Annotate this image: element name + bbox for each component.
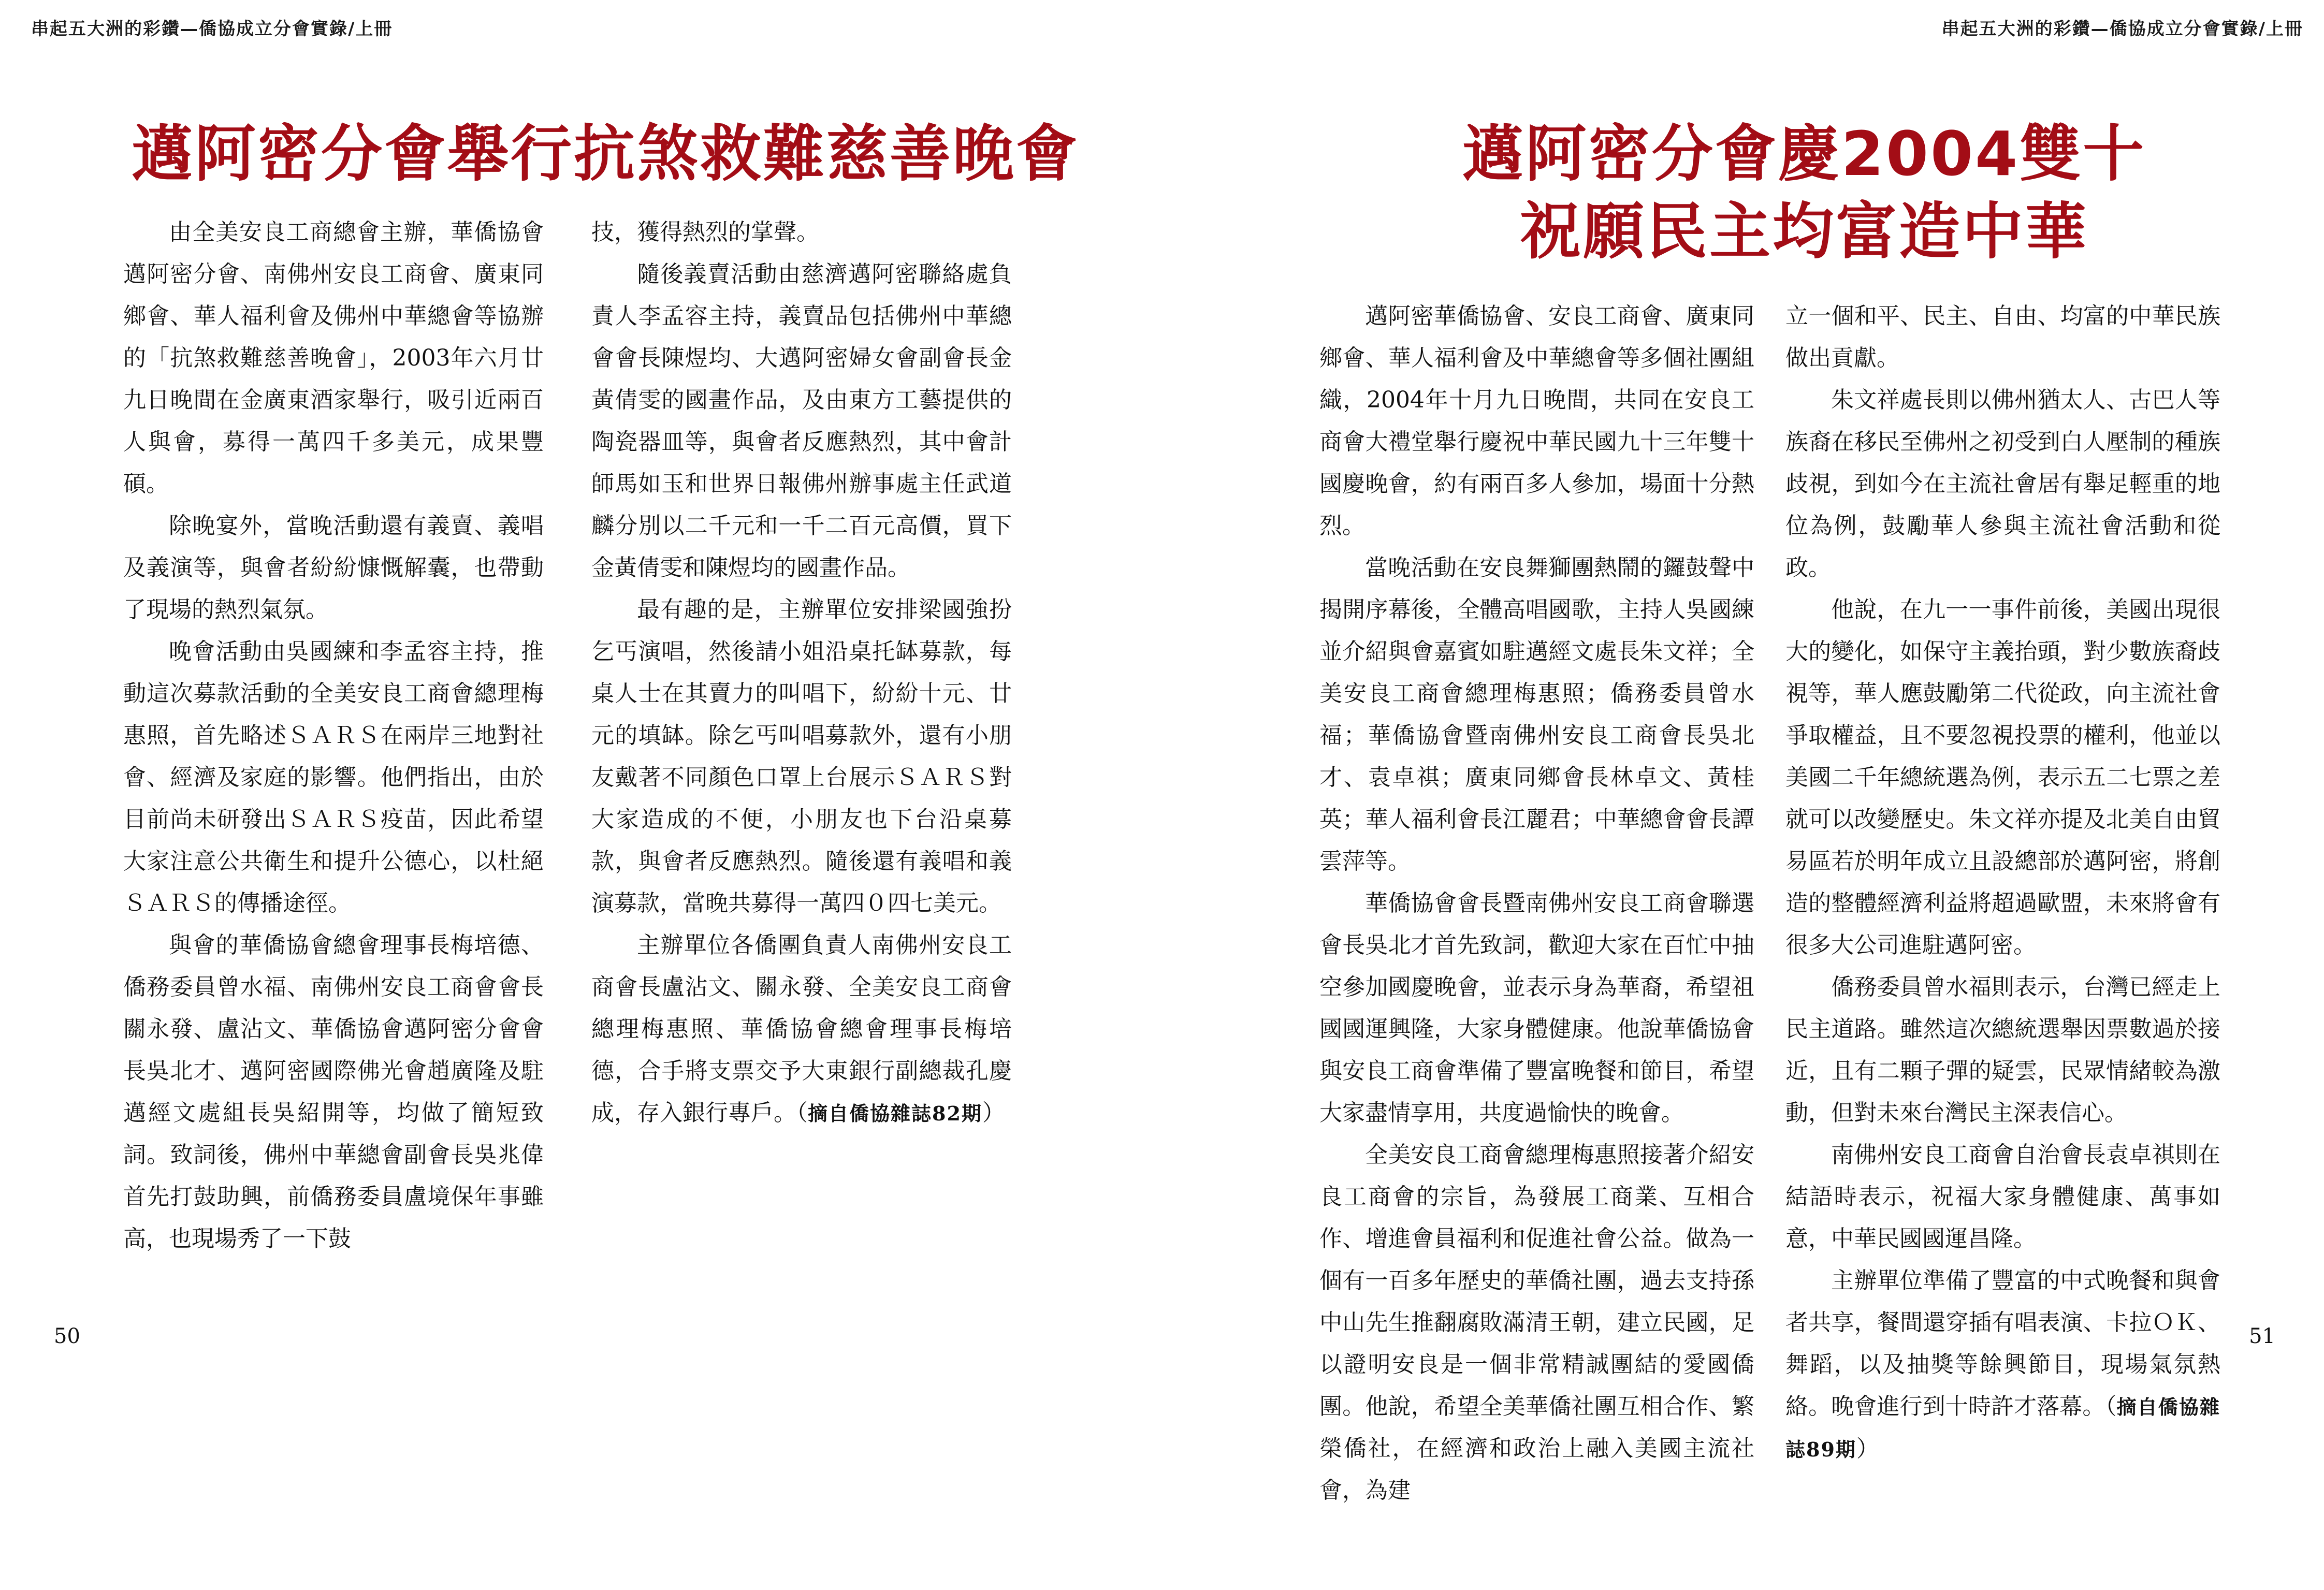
left-column-a — [123, 211, 544, 1260]
paragraph: 最有趣的是，主辦單位安排梁國強扮乞丐演唱，然後請小姐沿桌托缽募款，每桌人士在其賣力的叫唱下，紛紛十元、廿元的填缽。除乞丐叫唱募款外，還有小朋友戴著不同顏色口罩上台展示ＳＡＲＳ對大家造成的不便，小朋友也下台沿桌募款，與會者反應熱烈。隨後還有義唱和義演募款，當晚共募得一萬四０四七美元。 — [591, 596, 1012, 916]
paragraph: 除晚宴外，當晚活動還有義賣、義唱及義演等，與會者紛紛慷慨解囊，也帶動了現場的熱烈氣氛。 — [123, 513, 544, 623]
page-number-right: 51 — [2249, 1324, 2275, 1348]
right-column-b — [1785, 295, 2220, 1470]
paragraph: 全美安良工商會總理梅惠照接著介紹安良工商會的宗旨，為發展工商業、互相合作、增進會員福利和促進社會公益。做為一個有一百多年歷史的華僑社團，過去支持孫中山先生推翻腐敗滿清王朝，建立民國，足以證明安良是一個非常精誠團結的愛國僑團。他說，希望全美華僑社團互相合作、繁榮僑社，在經濟和政治上融入美國主流社會，為建 — [1319, 1142, 1754, 1504]
paragraph-continued: 立一個和平、民主、自由、均富的中華民族做出貢獻。 — [1785, 303, 2220, 371]
paragraph-text: 主辦單位各僑團負責人南佛州安良工商會長盧沾文、關永發、全美安良工商會總理梅惠照、華僑協會總會理事長梅培德，合手將支票交予大東銀行副總裁孔慶成，存入銀行專戶。（ — [591, 932, 1012, 1126]
source-close: ） — [982, 1100, 1005, 1126]
running-header-left: 串起五大洲的彩鑽—僑協成立分會實錄/上冊 — [31, 19, 393, 39]
paragraph: 由全美安良工商總會主辦，華僑協會邁阿密分會、南佛州安良工商會、廣東同鄉會、華人福利會及佛州中華總會等協辦的「抗煞救難慈善晚會」，2003年六月廿九日晚間在金廣東酒家舉行，吸引近兩百人與會，募得一萬四千多美元，成果豐碩。 — [123, 219, 544, 497]
paragraph: 朱文祥處長則以佛州猶太人、古巴人等族裔在移民至佛州之初受到白人壓制的種族歧視，到如今在主流社會居有舉足輕重的地位為例，鼓勵華人參與主流社會活動和從政。 — [1785, 387, 2220, 581]
source-note: 摘自僑協雜誌89期 — [1785, 1395, 2220, 1461]
paragraph: 南佛州安良工商會自治會長袁卓祺則在結語時表示，祝福大家身體健康、萬事如意，中華民國國運昌隆。 — [1785, 1142, 2220, 1252]
paragraph-text: 主辦單位準備了豐富的中式晚餐和與會者共享，餐間還穿插有唱表演、卡拉ＯＫ、舞蹈，以及抽獎等餘興節目，現場氣氛熱絡。晚會進行到十時許才落幕。（ — [1785, 1267, 2220, 1420]
paragraph: 華僑協會會長暨南佛州安良工商會聯選會長吳北才首先致詞，歡迎大家在百忙中抽空參加國慶晚會，並表示身為華裔，希望祖國國運興隆，大家身體健康。他說華僑協會與安良工商會準備了豐富晚餐和節目，希望大家盡情享用，共度過愉快的晚會。 — [1319, 890, 1754, 1126]
paragraph: 僑務委員曾水福則表示，台灣已經走上民主道路。雖然這次總統選舉因票數過於接近，且有二顆子彈的疑雲，民眾情緒較為激動，但對未來台灣民主深表信心。 — [1785, 974, 2220, 1126]
page-number-left: 50 — [54, 1324, 80, 1348]
source-note: 摘自僑協雜誌82期 — [808, 1102, 982, 1125]
paragraph: 隨後義賣活動由慈濟邁阿密聯絡處負責人李孟容主持，義賣品包括佛州中華總會會長陳煜均、大邁阿密婦女會副會長金黃倩雯的國畫作品，及由東方工藝提供的陶瓷器皿等，與會者反應熱烈，其中會計師馬如玉和世界日報佛州辦事處主任武道麟分別以二千元和一千二百元高價，買下金黃倩雯和陳煜均的國畫作品。 — [591, 261, 1012, 581]
article-title-right — [1411, 115, 2198, 270]
title-line-1: 邁阿密分會慶2004雙十 — [1462, 118, 2146, 189]
paragraph: 邁阿密華僑協會、安良工商會、廣東同鄉會、華人福利會及中華總會等多個社團組織，2004年十月九日晚間，共同在安良工商會大禮堂舉行慶祝中華民國九十三年雙十國慶晚會，約有兩百多人參加，場面十分熱烈。 — [1319, 303, 1754, 539]
running-header-right: 串起五大洲的彩鑽—僑協成立分會實錄/上冊 — [1941, 19, 2303, 39]
paragraph: 當晚活動在安良舞獅團熱鬧的鑼鼓聲中揭開序幕後，全體高唱國歌，主持人吳國練並介紹與會嘉賓如駐邁經文處長朱文祥；全美安良工商會總理梅惠照；僑務委員曾水福；華僑協會暨南佛州安良工商會長吳北才、袁卓祺；廣東同鄉會長林卓文、黃桂英；華人福利會長江麗君；中華總會會長譚雲萍等。 — [1319, 555, 1754, 874]
right-page — [1162, 0, 2324, 1590]
paragraph: 晚會活動由吳國練和李孟容主持，推動這次募款活動的全美安良工商會總理梅惠照，首先略述ＳＡＲＳ在兩岸三地對社會、經濟及家庭的影響。他們指出，由於目前尚未研發出ＳＡＲＳ疫苗，因此希望大家注意公共衛生和提升公德心，以杜絕ＳＡＲＳ的傳播途徑。 — [123, 638, 544, 916]
left-column-b — [591, 211, 1012, 1134]
paragraph-final — [1785, 1260, 2220, 1470]
paragraph-final — [591, 924, 1012, 1134]
article-title-left: 邁阿密分會舉行抗煞救難慈善晚會 — [132, 118, 1080, 189]
title-line-2: 祝願民主均富造中華 — [1519, 196, 2088, 267]
paragraph: 與會的華僑協會總會理事長梅培德、僑務委員曾水福、南佛州安良工商會會長關永發、盧沾文、華僑協會邁阿密分會會長吳北才、邁阿密國際佛光會趙廣隆及駐邁經文處組長吳紹開等，均做了簡短致詞。致詞後，佛州中華總會副會長吳兆偉首先打鼓助興，前僑務委員盧境保年事雖高，也現場秀了一下鼓 — [123, 932, 544, 1252]
paragraph-continued: 技，獲得熱烈的掌聲。 — [591, 219, 819, 245]
right-column-a — [1319, 295, 1754, 1511]
paragraph: 他說，在九一一事件前後，美國出現很大的變化，如保守主義抬頭，對少數族裔歧視等，華人應鼓勵第二代從政，向主流社會爭取權益，且不要忽視投票的權利，他並以美國二千年總統選為例，表示五二七票之差就可以改變歷史。朱文祥亦提及北美自由貿易區若於明年成立且設總部於邁阿密，將創造的整體經濟利益將超過歐盟，未來將會有很多大公司進駐邁阿密。 — [1785, 596, 2220, 958]
source-close: ） — [1856, 1436, 1879, 1462]
